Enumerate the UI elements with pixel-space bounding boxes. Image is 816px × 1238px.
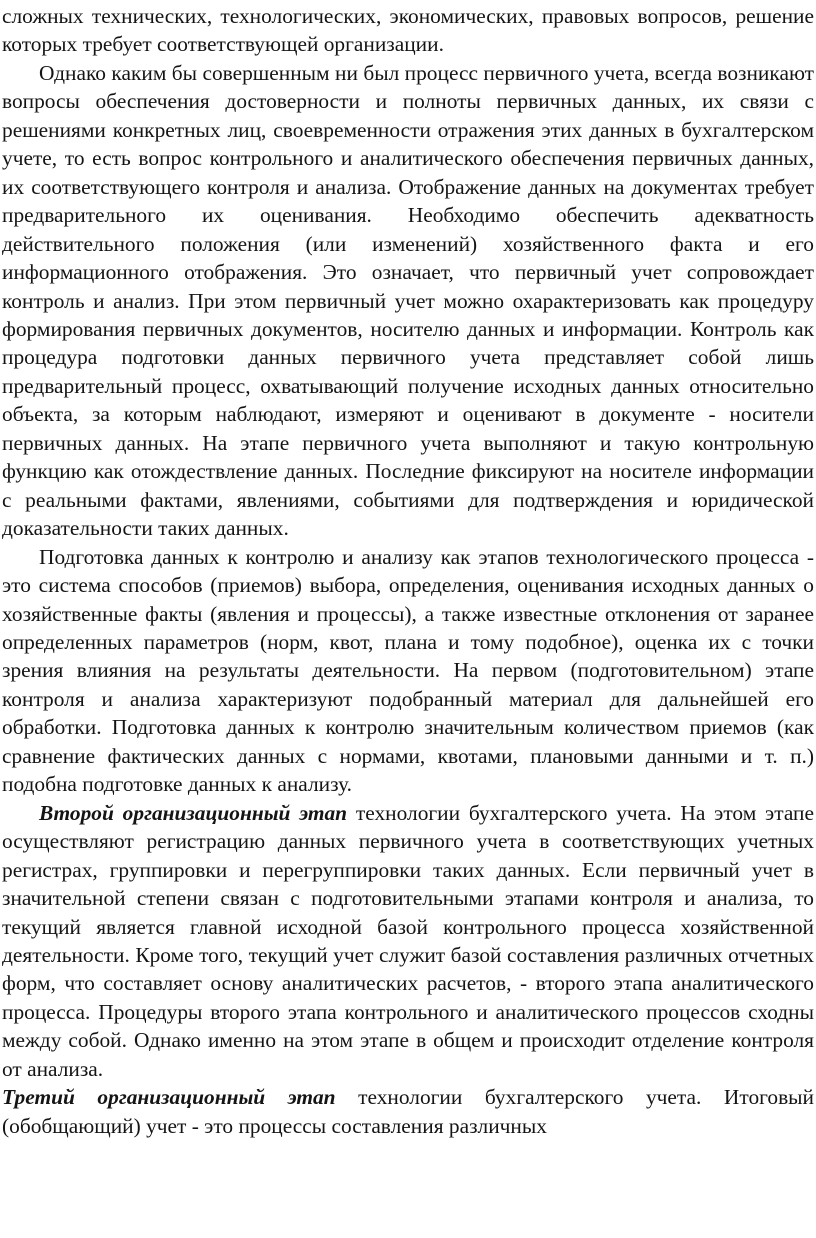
paragraph-1-text: сложных технических, технологических, экономических, правовых вопросов, решение которых требует соответствующей организации. — [2, 4, 814, 57]
paragraph-5-lead: Третий организационный этап — [2, 1085, 336, 1110]
paragraph-1 — [2, 2, 814, 59]
paragraph-2-text: Однако каким бы совершенным ни был процесс первичного учета, всегда возникают вопросы обеспечения достоверности и полноты первичных данных, их связи с решениями конкретных лиц, своевременности отражения этих данных в бухгалтерском учете, то есть вопрос контрольного и аналитического обеспечения первичных данных, их соответствующего контроля и анализа. Отображение данных на документах требует предварительного их оценивания. Необходимо обеспечить адекватность действительного положения (или изменений) хозяйственного факта и его информационного отображения. Это означает, что первичный учет сопровождает контроль и анализ. При этом первичный учет можно охарактеризовать как процедуру формирования первичных документов, носителю данных и информации. Контроль как процедура подготовки данных первичного учета представляет собой лишь предварительный процесс, охватывающий получение исходных данных относительно объекта, за которым наблюдают, измеряют и оценивают в документе - носители первичных данных. На этапе первичного учета выполняют и такую контрольную функцию как отождествление данных. Последние фиксируют на носителе информации с реальными фактами, явлениями, событиями для подтверждения и юридической доказательности таких данных. — [2, 60, 814, 541]
paragraph-4 — [2, 799, 814, 1084]
paragraph-4-lead: Второй организационный этап — [39, 800, 348, 825]
paragraph-3-text: Подготовка данных к контролю и анализу как этапов технологического процесса - это система способов (приемов) выбора, определения, оценивания исходных данных о хозяйственные факты (явления и процессы), а также известные отклонения от заранее определенных параметров (норм, квот, плана и тому подобное), оценка их с точки зрения влияния на результаты деятельности. На первом (подготовительном) этапе контроля и анализа характеризуют подобранный материал для дальнейшей его обработки. Подготовка данных к контролю значительным количеством приемов (как сравнение фактических данных с нормами, квотами, плановыми данными и т. п.) подобна подготовке данных к анализу. — [2, 544, 814, 797]
paragraph-5-text: технологии бухгалтерского учета. Итоговый (обобщающий) учет - это процессы составления различных — [2, 1085, 814, 1138]
paragraph-4-text: технологии бухгалтерского учета. На этом этапе осуществляют регистрацию данных первичного учета в соответствующих учетных регистрах, группировки и перегруппировки таких данных. Если первичный учет в значительной степени связан с подготовительными этапами контроля и анализа, то текущий является главной исходной базой контрольного процесса хозяйственной деятельности. Кроме того, текущий учет служит базой составления различных отчетных форм, что составляет основу аналитических расчетов, - второго этапа аналитического процесса. Процедуры второго этапа контрольного и аналитического процессов сходны между собой. Однако именно на этом этапе в общем и происходит отделение контроля от анализа. — [2, 800, 814, 1081]
paragraph-5 — [2, 1083, 814, 1140]
paragraph-3 — [2, 543, 814, 799]
paragraph-2 — [2, 59, 814, 543]
